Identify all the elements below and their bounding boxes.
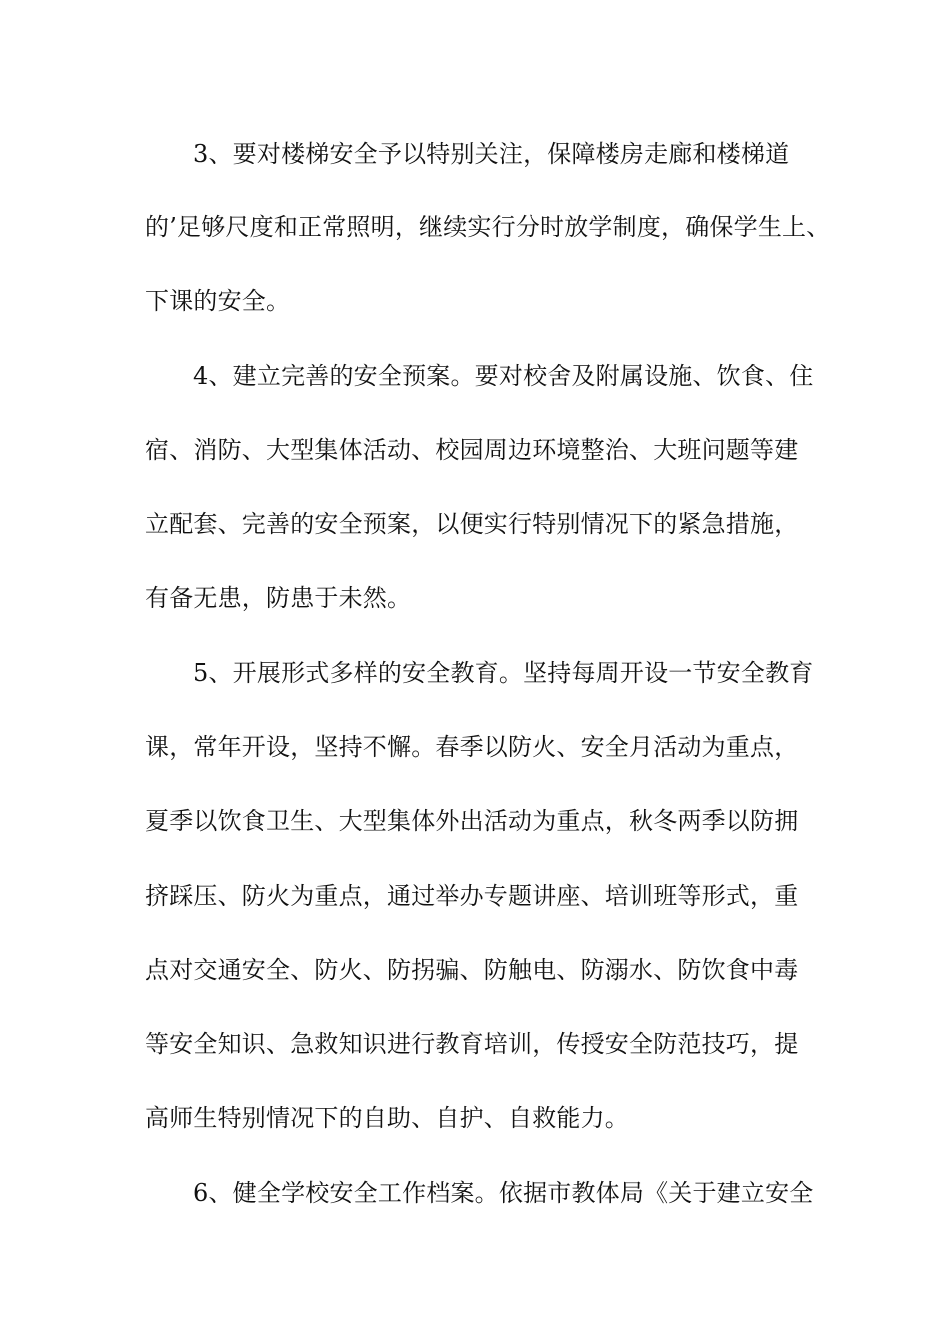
paragraph-5-line-5: 点对交通安全、防火、防拐骗、防触电、防溺水、防饮食中毒 (145, 956, 799, 984)
paragraph-5-line-6: 等安全知识、急救知识进行教育培训，传授安全防范技巧，提 (145, 1030, 799, 1058)
paragraph-4-line-4: 有备无患，防患于未然。 (145, 584, 412, 612)
paragraph-5-line-2: 课，常年开设，坚持不懈。春季以防火、安全月活动为重点， (145, 733, 799, 761)
paragraph-5-line-7: 高师生特别情况下的自助、自护、自救能力。 (145, 1104, 629, 1132)
paragraph-5-line-3: 夏季以饮食卫生、大型集体外出活动为重点，秋冬两季以防拥 (145, 807, 799, 835)
paragraph-4-line-3: 立配套、完善的安全预案，以便实行特别情况下的紧急措施， (145, 510, 799, 538)
paragraph-4-line-2: 宿、消防、大型集体活动、校园周边环境整治、大班问题等建 (145, 436, 799, 464)
paragraph-4-line-1: 4、建立完善的安全预案。要对校舍及附属设施、饮食、住 (193, 362, 814, 390)
paragraph-6-line-1: 6、健全学校安全工作档案。依据市教体局《关于建立安全 (193, 1179, 814, 1207)
paragraph-3-line-1: 3、要对楼梯安全予以特别关注，保障楼房走廊和楼梯道 (193, 140, 790, 168)
paragraph-5-line-1: 5、开展形式多样的安全教育。坚持每周开设一节安全教育 (193, 659, 814, 687)
paragraph-5-line-4: 挤踩压、防火为重点，通过举办专题讲座、培训班等形式，重 (145, 882, 799, 910)
paragraph-3-line-2: 的’足够尺度和正常照明，继续实行分时放学制度，确保学生上、 (145, 213, 831, 241)
paragraph-3-line-3: 下课的安全。 (145, 287, 291, 315)
